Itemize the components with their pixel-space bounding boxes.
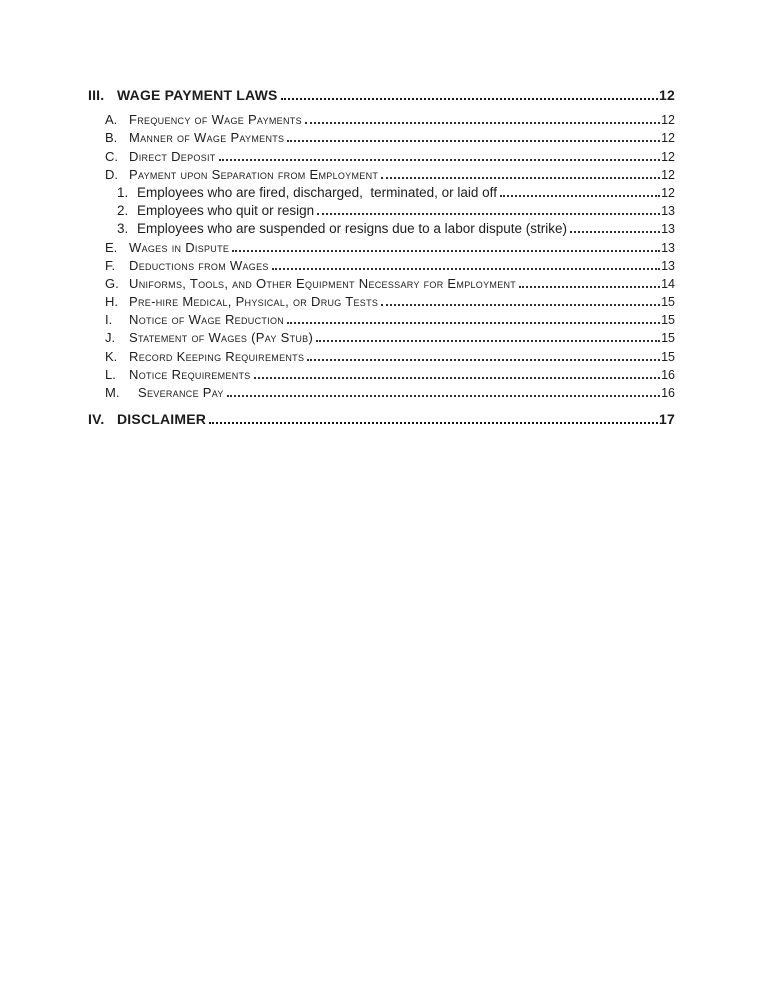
toc-entry-title: Record Keeping Requirements bbox=[129, 348, 305, 364]
dot-leader bbox=[227, 395, 660, 397]
toc-entry-page: 12 bbox=[661, 149, 675, 164]
toc-entry-title: DISCLAIMER bbox=[117, 411, 207, 428]
dot-leader bbox=[209, 422, 658, 424]
toc-entry-page: 12 bbox=[661, 167, 675, 182]
dot-leader bbox=[500, 195, 660, 197]
dot-leader bbox=[305, 122, 660, 124]
dot-leader bbox=[381, 177, 660, 179]
toc-entry-number: IV. bbox=[88, 411, 105, 428]
toc-entry-number: K. bbox=[105, 348, 118, 364]
toc-entry-wage-payment-laws[interactable] bbox=[88, 86, 675, 104]
toc-entry-number: 3. bbox=[117, 221, 129, 237]
toc-entry-page: 13 bbox=[661, 240, 675, 255]
toc-entry-pre-hire-tests[interactable] bbox=[88, 293, 675, 311]
dot-leader bbox=[381, 304, 660, 306]
toc-entry-number: III. bbox=[88, 87, 105, 103]
toc-entry-employees-fired[interactable] bbox=[88, 184, 675, 202]
toc-entry-direct-deposit[interactable] bbox=[88, 148, 675, 166]
dot-leader bbox=[281, 98, 658, 100]
dot-leader bbox=[317, 213, 660, 215]
toc-entry-page: 16 bbox=[661, 386, 675, 400]
toc-entry-title: Notice Requirements bbox=[129, 366, 251, 382]
toc-entry-uniforms-tools-equipment[interactable] bbox=[88, 275, 675, 293]
toc-entry-number: J. bbox=[105, 330, 116, 346]
toc-entry-page: 15 bbox=[661, 295, 675, 310]
toc-entry-title: Manner of Wage Payments bbox=[129, 130, 285, 146]
toc-entry-notice-of-wage-reduction[interactable] bbox=[88, 311, 675, 329]
toc-entry-page: 12 bbox=[661, 131, 675, 146]
toc-entry-page: 15 bbox=[661, 313, 675, 328]
toc-entry-title: WAGE PAYMENT LAWS bbox=[117, 87, 278, 103]
dot-leader bbox=[316, 340, 660, 342]
toc-entry-number: F. bbox=[105, 257, 116, 273]
toc-entry-notice-requirements[interactable] bbox=[88, 366, 675, 384]
toc-entry-title: Statement of Wages (Pay Stub) bbox=[129, 330, 314, 346]
toc-entry-title: Payment upon Separation from Employment bbox=[129, 166, 379, 182]
dot-leader bbox=[272, 268, 660, 270]
toc-entry-page: 12 bbox=[659, 87, 675, 103]
toc-entry-employees-quit[interactable] bbox=[88, 202, 675, 220]
toc-entry-number: 2. bbox=[117, 203, 129, 219]
toc-entry-title: Employees who quit or resign bbox=[137, 203, 315, 219]
toc-entry-title: Uniforms, Tools, and Other Equipment Necessary for Employment bbox=[129, 275, 517, 291]
toc-entry-deductions-from-wages[interactable] bbox=[88, 257, 675, 275]
dot-leader bbox=[219, 159, 660, 161]
toc-entry-number: M. bbox=[105, 385, 120, 400]
toc-entry-title: Frequency of Wage Payments bbox=[129, 112, 302, 128]
dot-leader bbox=[519, 286, 660, 288]
toc-entry-title: Employees who are fired, discharged, terminated, or laid off bbox=[137, 184, 497, 200]
toc-entry-title: Wages in Dispute bbox=[129, 239, 230, 255]
toc-entry-employees-suspended[interactable] bbox=[88, 220, 675, 238]
toc-entry-number: D. bbox=[105, 166, 118, 182]
toc-entry-title: Deductions from Wages bbox=[129, 257, 269, 273]
toc-entry-number: I. bbox=[105, 312, 113, 328]
toc-entry-page: 17 bbox=[659, 411, 675, 428]
dot-leader bbox=[570, 231, 660, 233]
toc-entry-page: 15 bbox=[661, 331, 675, 346]
toc-entry-wages-in-dispute[interactable] bbox=[88, 239, 675, 257]
toc-entry-frequency-of-wage-payments[interactable] bbox=[88, 111, 675, 129]
toc-entry-page: 15 bbox=[661, 349, 675, 364]
toc-entry-page: 13 bbox=[661, 258, 675, 273]
toc-entry-number: A. bbox=[105, 112, 118, 128]
toc-entry-number: H. bbox=[105, 294, 118, 310]
toc-entry-record-keeping-requirements[interactable] bbox=[88, 348, 675, 366]
toc-entry-page: 14 bbox=[661, 276, 675, 291]
toc-entry-title: Severance Pay bbox=[138, 385, 224, 400]
dot-leader bbox=[287, 322, 660, 324]
toc-entry-title: Notice of Wage Reduction bbox=[129, 312, 285, 328]
toc-entry-manner-of-wage-payments[interactable] bbox=[88, 129, 675, 147]
dot-leader bbox=[307, 359, 660, 361]
toc-entry-page: 12 bbox=[661, 113, 675, 128]
toc-entry-page: 12 bbox=[661, 185, 675, 200]
toc-entry-disclaimer[interactable] bbox=[88, 410, 675, 428]
toc-entry-number: C. bbox=[105, 148, 118, 164]
toc-entry-number: B. bbox=[105, 130, 118, 146]
toc-entry-title: Employees who are suspended or resigns due to a labor dispute (strike) bbox=[137, 221, 567, 237]
toc-entry-page: 16 bbox=[661, 367, 675, 382]
toc-entry-title: Direct Deposit bbox=[129, 148, 216, 164]
toc-entry-number: G. bbox=[105, 275, 119, 291]
toc-entry-page: 13 bbox=[661, 222, 675, 237]
dot-leader bbox=[287, 140, 660, 142]
toc-entry-number: 1. bbox=[117, 184, 129, 200]
toc-entry-number: E. bbox=[105, 239, 118, 255]
dot-leader bbox=[254, 377, 660, 379]
toc-entry-payment-upon-separation[interactable] bbox=[88, 166, 675, 184]
toc-entry-number: L. bbox=[105, 366, 116, 382]
toc-entry-title: Pre-hire Medical, Physical, or Drug Tests bbox=[129, 294, 379, 310]
toc-entry-statement-of-wages[interactable] bbox=[88, 329, 675, 347]
toc-entry-page: 13 bbox=[661, 204, 675, 219]
toc-entry-severance-pay[interactable] bbox=[88, 384, 675, 402]
dot-leader bbox=[232, 250, 660, 252]
